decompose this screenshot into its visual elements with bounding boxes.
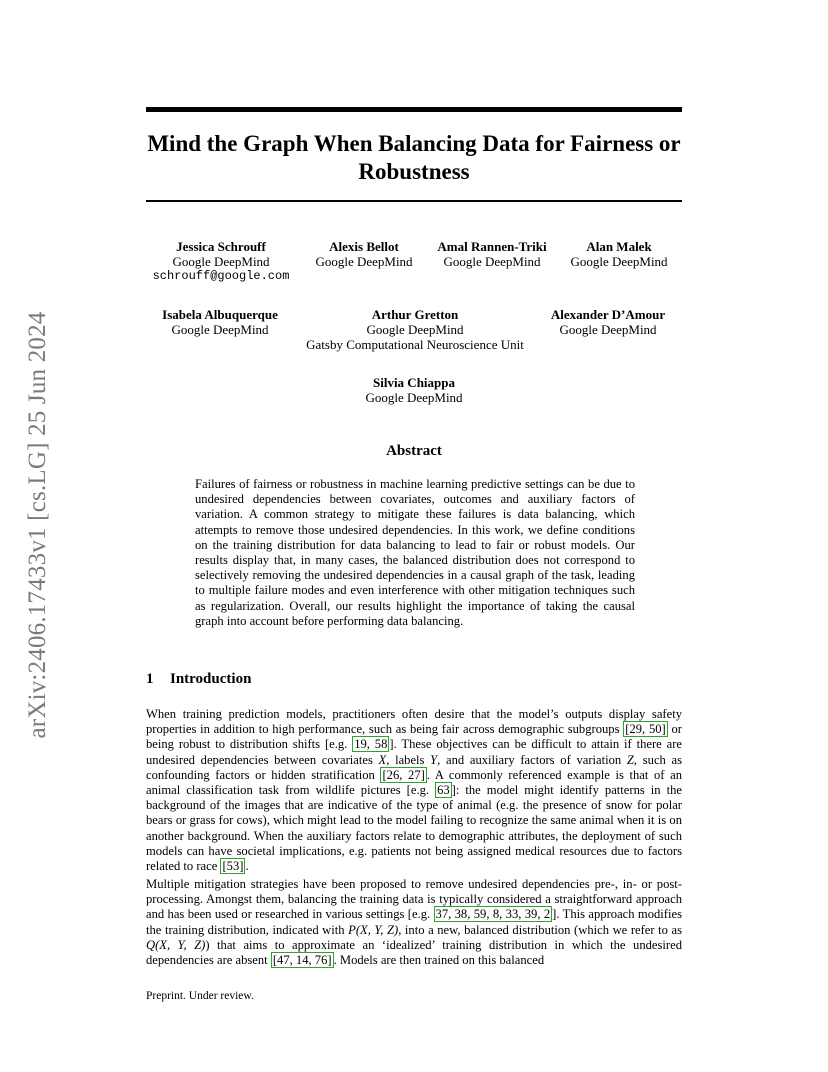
math-expression: P(X, Y, Z): [348, 922, 399, 937]
author-block: [544, 307, 672, 337]
author-block: [430, 239, 554, 269]
arxiv-identifier: arXiv:2406.17433v1 [cs.LG] 25 Jun 2024: [24, 311, 51, 739]
text-run: ]: the model might identify patterns in the background of the images that are indicative of the type of animal (e.g. the presence of snow for polar bears or grass for cows), which might lead to the model failing to recognize the same animal when it is on another background. When the auxiliary factors relate to demographic attributes, the deployment of such models can have societal implications, e.g. patients not being assigned medical resources due to factors related to race: [146, 783, 683, 874]
author-block: [146, 239, 296, 284]
title-bottom-rule: [146, 200, 682, 202]
citation-link[interactable]: [47, 14, 76]: [272, 953, 332, 968]
citation-link[interactable]: [53]: [222, 859, 244, 874]
citation-link[interactable]: [29, 50]: [625, 722, 666, 737]
math-symbol: Z: [626, 752, 634, 767]
math-symbol: Y: [430, 752, 438, 767]
author-affiliation: Google DeepMind: [366, 322, 464, 337]
abstract-heading: Abstract: [386, 443, 442, 459]
citation-link[interactable]: [26, 27]: [382, 767, 425, 782]
text-run: ]. These objectives can be difficult to attain if there are undesired dependencies between covariates: [146, 737, 682, 767]
text-run: , labels: [386, 752, 431, 767]
author-name: Silvia Chiappa: [372, 375, 455, 390]
text-run: Multiple mitigation strategies have been proposed to remove undesired dependencies pre-, in- or post-processing. Amongst them, balancing the training data is typically considered a straightforward approach and has been used or researched in various settings [e.g.: [146, 877, 682, 922]
intro-paragraph-1: [146, 707, 682, 874]
text-run: , into a new, balanced distribution (which we refer to as: [398, 922, 682, 937]
title-top-rule: [146, 107, 682, 112]
paper-title: Mind the Graph When Balancing Data for Fairness or Robustness: [147, 131, 681, 184]
author-name: Arthur Gretton: [371, 307, 459, 322]
text-run: , such as confounding factors or hidden stratification: [146, 752, 683, 782]
footer-note: Preprint. Under review.: [146, 990, 254, 1002]
author-name: Alexander D’Amour: [550, 307, 666, 322]
author-affiliation: Google DeepMind: [443, 254, 541, 269]
text-run: When training prediction models, practitioners often desire that the model’s outputs display safety properties in addition to high performance, such as being fair across demographic subgroups: [146, 707, 682, 737]
author-affiliation: Google DeepMind: [570, 254, 668, 269]
author-block: [304, 239, 424, 269]
abstract-text: Failures of fairness or robustness in machine learning predictive settings can be due to undesired dependencies between covariates, outcomes and auxiliary factors of variation. A common strategy to mitigate these failures is data balancing, which attempts to remove those undesired dependencies. In this work, we define conditions on the training distribution for data balancing to lead to fair or robust models. Our results display that, in many cases, the balanced distribution does not correspond to selectively removing the undesired dependencies in a causal graph of the task, leading to multiple failure modes and even interference with other mitigation techniques such as regularization. Overall, our results highlight the importance of taking the causal graph into account before performing data balancing.: [195, 477, 635, 628]
author-name: Alexis Bellot: [329, 239, 399, 254]
author-name: Jessica Schrouff: [176, 239, 266, 254]
text-run: , and auxiliary factors of variation: [437, 752, 627, 767]
author-affiliation: Google DeepMind: [559, 322, 657, 337]
author-block: [344, 375, 484, 405]
intro-paragraph-2: [146, 877, 682, 968]
author-email[interactable]: schrouff@google.com: [152, 269, 290, 283]
section-title: Introduction: [170, 671, 252, 687]
section-heading: [146, 671, 251, 688]
author-block: [300, 307, 530, 352]
author-name: Amal Rannen-Triki: [437, 239, 547, 254]
text-run: ]. This approach modifies the training distribution, indicated with: [146, 907, 682, 937]
math-expression: Q(X, Y, Z): [146, 937, 206, 952]
math-symbol: X: [378, 752, 387, 767]
arxiv-identifier-sidebar: [20, 292, 56, 758]
citation-link[interactable]: 37, 38, 59, 8, 33, 39, 2: [435, 907, 551, 922]
text-run: . Models are then trained on this balanced: [333, 953, 545, 968]
author-affiliation: Google DeepMind: [172, 254, 270, 269]
citation-link[interactable]: 19, 58: [354, 737, 388, 752]
text-run: or being robust to distribution shifts [e.g.: [146, 722, 682, 752]
text-run: . A commonly referenced example is that of an animal classification task from wildlife pictures [e.g.: [146, 767, 683, 798]
section-number: 1: [146, 671, 154, 687]
author-affiliation-secondary: Gatsby Computational Neuroscience Unit: [306, 337, 524, 352]
author-name: Isabela Albuquerque: [162, 307, 278, 322]
citation-link[interactable]: 63: [437, 783, 450, 798]
text-run: ) that aims to approximate an ‘idealized’ training distribution in which the undesired dependencies are absent: [146, 937, 682, 968]
author-name: Alan Malek: [586, 239, 652, 254]
author-affiliation: Google DeepMind: [171, 322, 269, 337]
author-affiliation: Google DeepMind: [315, 254, 413, 269]
author-block: [150, 307, 290, 337]
author-affiliation: Google DeepMind: [365, 390, 463, 405]
author-block: [560, 239, 678, 269]
text-run: .: [245, 859, 249, 874]
